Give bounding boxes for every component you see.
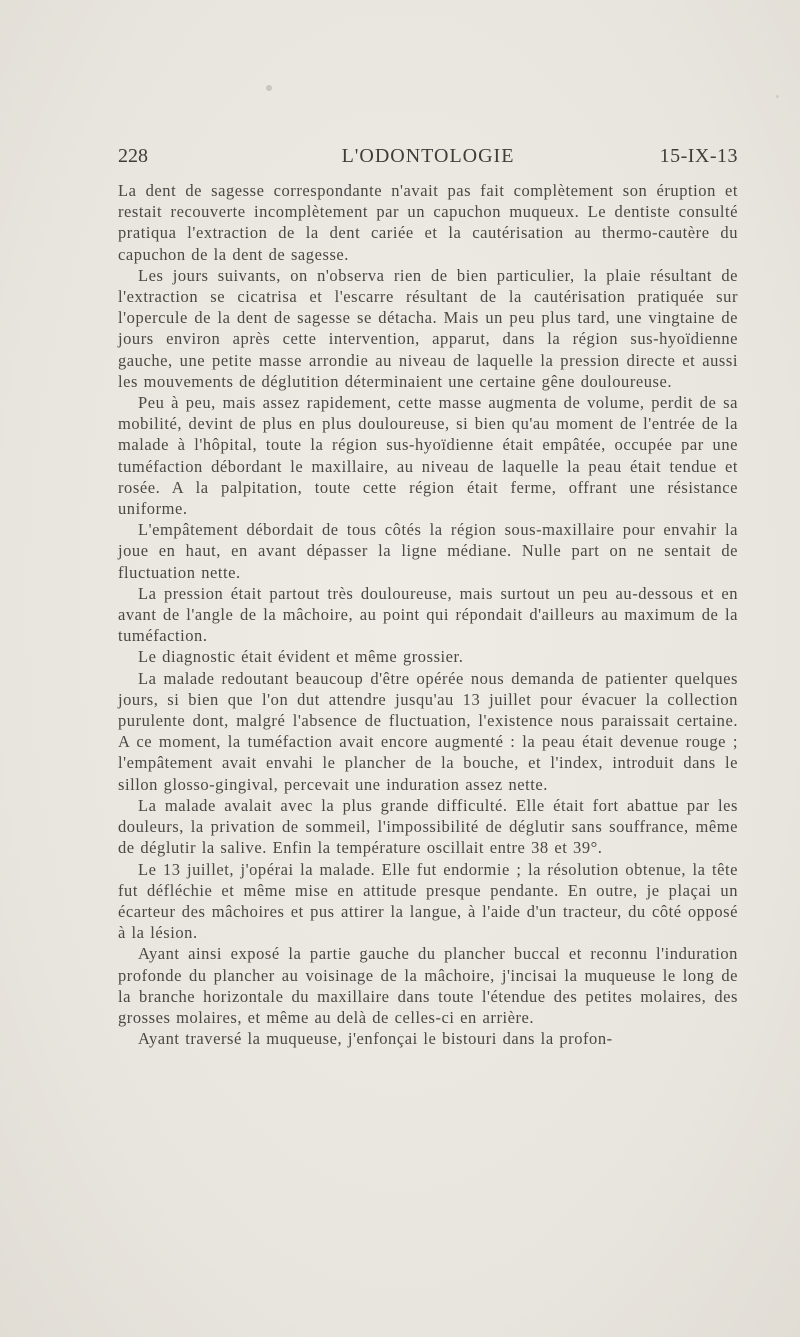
paragraph: Le diagnostic était évident et même grossier. bbox=[138, 647, 464, 667]
paragraph: La pression était partout très douloureuse, mais surtout un peu au-dessous et en avant de l'angle de la mâchoire, au point qui répondait d'ailleurs au maximum de la tuméfaction. bbox=[118, 583, 738, 646]
issue-date: 15-IX-13 bbox=[659, 145, 738, 167]
running-header bbox=[118, 145, 738, 173]
journal-title: L'ODONTOLOGIE bbox=[341, 145, 515, 167]
body-text bbox=[118, 180, 738, 1049]
paragraph: L'empâtement débordait de tous côtés la région sous-maxillaire pour envahir la joue en haut, en avant dépasser la ligne médiane. Nulle part on ne sentait de fluctuation nette. bbox=[118, 520, 738, 582]
paragraph: La dent de sagesse correspondante n'avait pas fait complètement son éruption et restait recouverte incomplètement par un capuchon muqueux. Le dentiste consulté pratiqua l'extraction de la dent cariée et la cautérisation au thermo-cautère du capuchon de la dent de sagesse. bbox=[118, 181, 738, 264]
paragraph: Ayant ainsi exposé la partie gauche du plancher buccal et reconnu l'induration profonde du plancher au voisinage de la mâchoire, j'incisai la muqueuse le long de la branche horizontale du maxillaire dans toute l'étendue des petites molaires, des grosses molaires, et même au delà de celles-ci en arrière. bbox=[118, 944, 738, 1027]
paragraph: La malade redoutant beaucoup d'être opérée nous demanda de patienter quelques jours, si bien que l'on dut attendre jusqu'au 13 juillet pour évacuer la collection purulente dont, malgré l'absence de fluctuation, l'existence nous paraissait certaine. A ce moment, la tuméfaction avait encore augmenté : la peau était devenue rouge ; l'empâtement avait envahi le plancher de la bouche, et l'index, introduit dans le sillon glosso-gingival, percevait une induration assez nette. bbox=[118, 668, 738, 794]
paragraph: Ayant traversé la muqueuse, j'enfonçai le bistouri dans la profon- bbox=[138, 1029, 613, 1049]
page-number: 228 bbox=[118, 145, 148, 167]
paragraph: Le 13 juillet, j'opérai la malade. Elle fut endormie ; la résolution obtenue, la tête fut défléchie et même mise en attitude presque pendante. En outre, je plaçai un écarteur des mâchoires et pus attirer la langue, à l'aide d'un tracteur, du côté opposé à la lésion. bbox=[118, 859, 738, 943]
paper-speck bbox=[266, 85, 272, 91]
paragraph: Peu à peu, mais assez rapidement, cette masse augmenta de volume, perdit de sa mobilité, devint de plus en plus douloureuse, si bien qu'au moment de l'entrée de la malade à l'hôpital, toute la région sus-hyoïdienne était empâtée, occupée par une tuméfaction débordant le maxillaire, au niveau de laquelle la peau était tendue et rosée. A la palpitation, toute cette région était ferme, offrant une résistance uniforme. bbox=[118, 393, 738, 519]
paper-speck bbox=[776, 95, 779, 98]
paragraph: Les jours suivants, on n'observa rien de bien particulier, la plaie résultant de l'extraction se cicatrisa et l'escarre résultant de la cautérisation pratiquée sur l'opercule de la dent de sagesse se détacha. Mais un peu plus tard, une vingtaine de jours environ après cette intervention, apparut, dans la région sus-hyoïdienne gauche, une petite masse arrondie au niveau de laquelle la pression directe et aussi les mouvements de déglutition déterminaient une certaine gêne douloureuse. bbox=[118, 265, 738, 391]
paragraph: La malade avalait avec la plus grande difficulté. Elle était fort abattue par les douleurs, la privation de sommeil, l'impossibilité de déglutir sans souffrance, même de déglutir la salive. Enfin la température oscillait entre 38 et 39°. bbox=[118, 795, 738, 858]
